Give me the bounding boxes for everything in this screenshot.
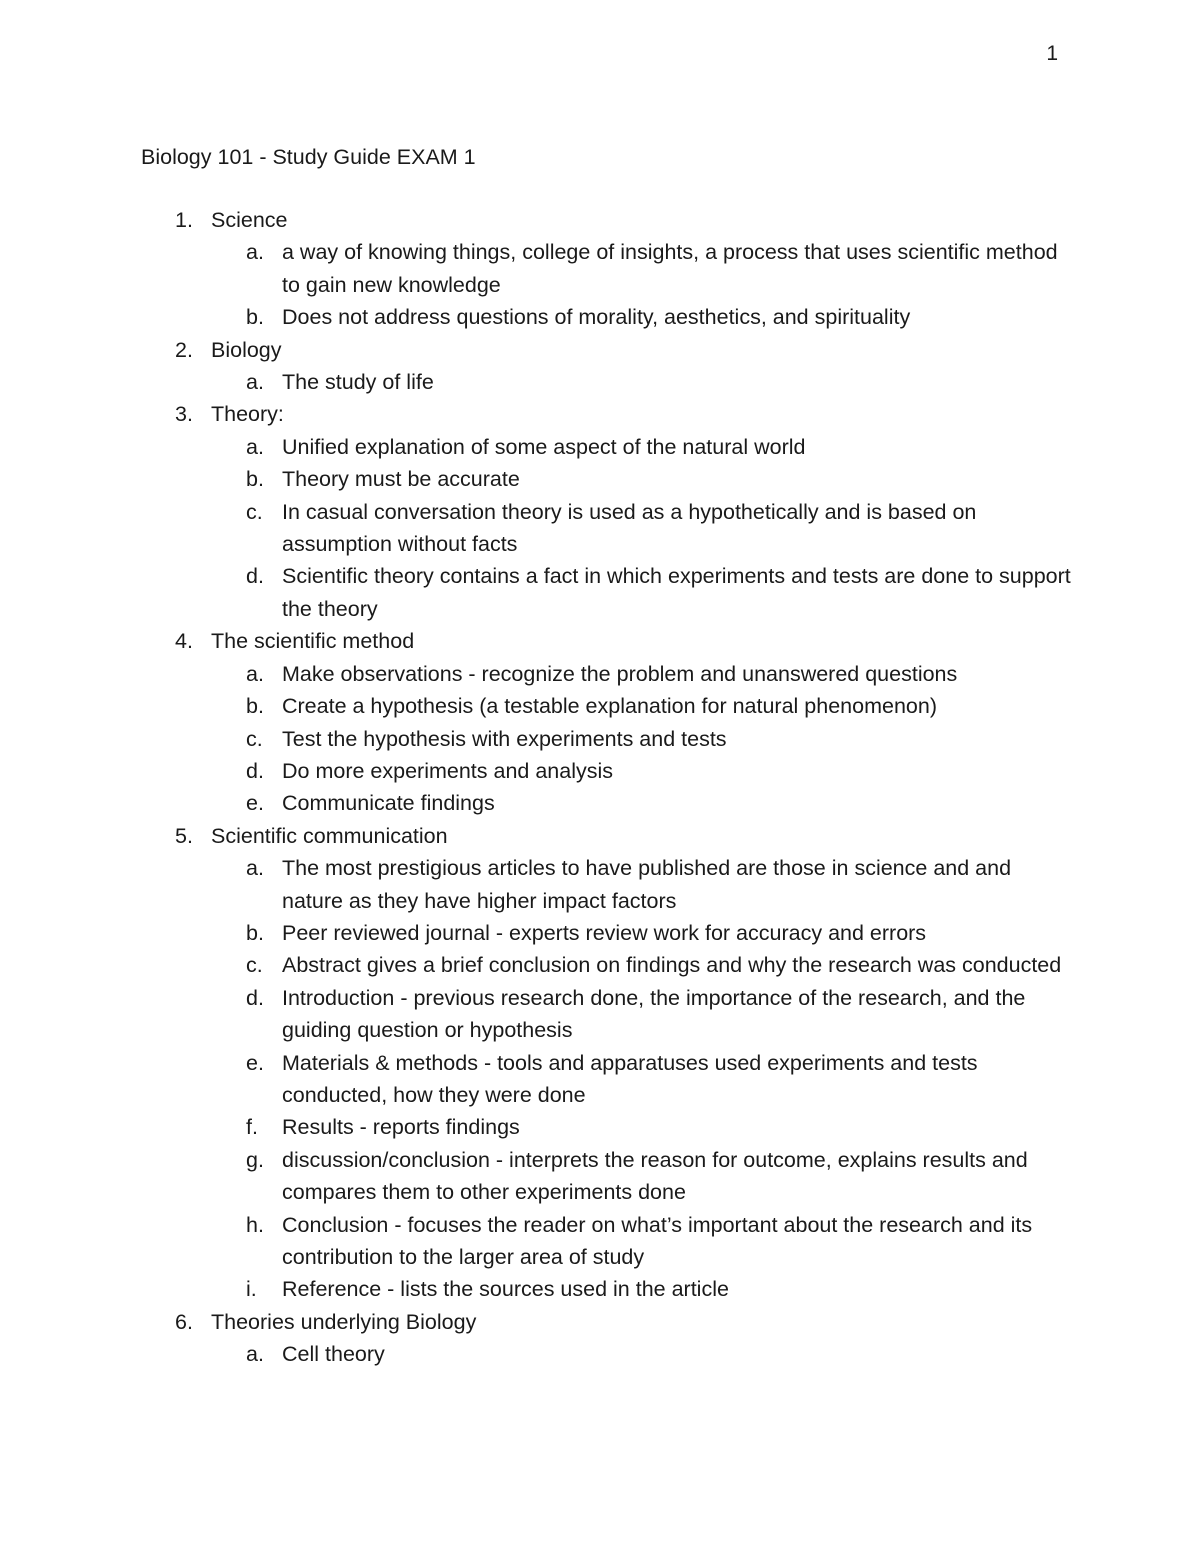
list-item (246, 301, 1072, 333)
item-marker: d. (246, 758, 264, 783)
item-marker: c. (246, 499, 263, 524)
item-text: Scientific theory contains a fact in which experiments and tests are done to support the theory (282, 564, 1071, 621)
item-text: Does not address questions of morality, aesthetics, and spirituality (282, 305, 911, 330)
document-title: Biology 101 - Study Guide EXAM 1 (141, 145, 476, 169)
section-marker: 5. (175, 823, 193, 848)
item-text: Test the hypothesis with experiments and tests (282, 726, 727, 751)
list-item (246, 1047, 1072, 1112)
item-marker: a. (246, 434, 264, 459)
sub-list (211, 431, 1071, 625)
list-item (246, 1209, 1072, 1274)
item-text: Make observations - recognize the problem and unanswered questions (282, 661, 958, 686)
item-marker: c. (246, 953, 263, 978)
list-item (246, 431, 1072, 463)
item-marker: a. (246, 240, 264, 265)
item-text: Introduction - previous research done, the importance of the research, and the guiding question or hypothesis (282, 985, 1026, 1043)
item-marker: e. (246, 791, 264, 816)
item-text: Peer reviewed journal - experts review work for accuracy and errors (282, 920, 927, 945)
item-text: The most prestigious articles to have published are those in science and and nature as they have higher impact factors (282, 856, 1012, 913)
item-marker: b. (246, 305, 264, 330)
section-marker: 2. (175, 337, 193, 362)
item-marker: b. (246, 920, 264, 945)
item-text: Reference - lists the sources used in the article (282, 1277, 729, 1302)
section-marker: 4. (175, 629, 193, 654)
list-item (246, 366, 1072, 398)
list-item (246, 690, 1072, 722)
item-text: In casual conversation theory is used as a hypothetically and is based on assumption without facts (282, 499, 977, 557)
sub-list (211, 1338, 1071, 1370)
item-text: Unified explanation of some aspect of the natural world (282, 434, 806, 459)
sub-list (211, 658, 1071, 820)
item-marker: b. (246, 694, 264, 719)
outline-section-scientific-method (0, 625, 1071, 819)
outline-section-theory (0, 398, 1071, 625)
list-item (246, 852, 1072, 917)
list-item (246, 787, 1072, 819)
list-item (246, 496, 1072, 561)
list-item (246, 982, 1072, 1047)
item-text: Theory must be accurate (282, 467, 520, 492)
list-item (246, 949, 1072, 981)
list-item (246, 755, 1072, 787)
section-label: Scientific communication (211, 823, 448, 848)
sub-list (211, 366, 1071, 398)
list-item (246, 236, 1072, 301)
outline-list (0, 204, 1200, 1371)
item-text: Conclusion - focuses the reader on what’s important about the research and its contribution to the larger area of study (282, 1212, 1033, 1269)
list-item (246, 658, 1072, 690)
item-marker: d. (246, 564, 264, 589)
item-marker: h. (246, 1212, 264, 1237)
outline-section-theories-underlying-biology (0, 1306, 1071, 1371)
list-item (246, 560, 1072, 625)
item-marker: e. (246, 1050, 264, 1075)
section-marker: 3. (175, 402, 193, 427)
item-marker: f. (246, 1115, 258, 1140)
item-marker: d. (246, 985, 264, 1010)
list-item (246, 1144, 1072, 1209)
list-item (246, 723, 1072, 755)
item-text: Communicate findings (282, 791, 495, 816)
section-label: Theories underlying Biology (211, 1309, 477, 1334)
item-text: Results - reports findings (282, 1115, 520, 1140)
item-marker: a. (246, 1342, 264, 1367)
item-marker: a. (246, 661, 264, 686)
outline-section-scientific-communication (0, 820, 1071, 1306)
section-label: Biology (211, 337, 282, 362)
list-item (246, 1338, 1072, 1370)
section-marker: 6. (175, 1309, 193, 1334)
list-item (246, 463, 1072, 495)
item-text: discussion/conclusion - interprets the reason for outcome, explains results and compares them to other experiments done (282, 1147, 1028, 1205)
section-label: The scientific method (211, 629, 415, 654)
sub-list (211, 852, 1071, 1306)
item-marker: a. (246, 370, 264, 395)
item-marker: c. (246, 726, 263, 751)
item-text: Abstract gives a brief conclusion on findings and why the research was conducted (282, 953, 1062, 978)
list-item (246, 1111, 1072, 1143)
item-marker: b. (246, 467, 264, 492)
list-item (246, 1273, 1072, 1305)
item-marker: g. (246, 1147, 264, 1172)
item-text: The study of life (282, 370, 434, 395)
section-label: Theory: (211, 402, 284, 427)
item-text: Create a hypothesis (a testable explanation for natural phenomenon) (282, 694, 937, 719)
item-marker: i. (246, 1277, 257, 1302)
section-label: Science (211, 208, 288, 232)
item-text: Do more experiments and analysis (282, 758, 614, 783)
outline-section-science (0, 204, 1071, 334)
item-text: Materials & methods - tools and apparatuses used experiments and tests conducted, how they were done (282, 1050, 978, 1107)
list-item (246, 917, 1072, 949)
outline-section-biology (0, 334, 1071, 399)
sub-list (211, 236, 1071, 333)
item-marker: a. (246, 856, 264, 881)
item-text: a way of knowing things, college of insights, a process that uses scientific method to gain new knowledge (282, 240, 1058, 297)
page-number: 1 (1046, 42, 1058, 65)
section-marker: 1. (175, 208, 193, 232)
item-text: Cell theory (282, 1342, 385, 1367)
